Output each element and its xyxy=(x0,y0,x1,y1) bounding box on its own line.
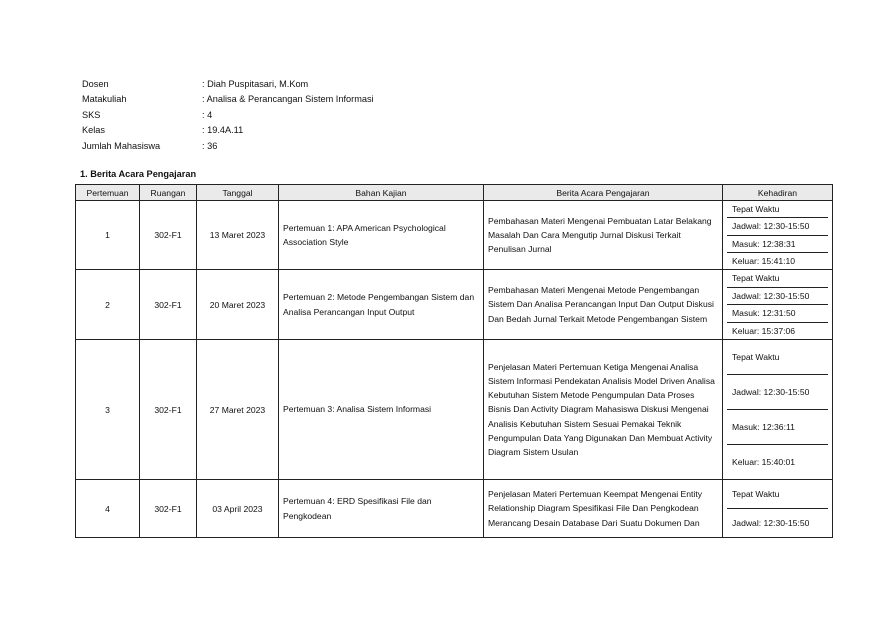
cell-tanggal: 13 Maret 2023 xyxy=(197,201,279,270)
cell-tanggal: 03 April 2023 xyxy=(197,480,279,538)
header-ruangan: Ruangan xyxy=(140,185,197,201)
cell-bahan-kajian: Pertemuan 4: ERD Spesifikasi File dan Pengkodean xyxy=(279,480,484,538)
info-row-matakuliah xyxy=(82,92,374,107)
cell-pertemuan: 4 xyxy=(76,480,140,538)
cell-ruangan: 302-F1 xyxy=(140,270,197,340)
kehadiran-status: Tepat Waktu xyxy=(727,201,828,218)
cell-berita-acara: Pembahasan Materi Mengenai Metode Pengembangan Sistem Dan Analisa Perancangan Input Dan Output Diskusi Dan Bedah Jurnal Terkait Metode Pengembangan Sistem xyxy=(484,270,723,340)
cell-bahan-kajian: Pertemuan 3: Analisa Sistem Informasi xyxy=(279,340,484,480)
cell-berita-acara: Pembahasan Materi Mengenai Pembuatan Latar Belakang Masalah Dan Cara Mengutip Jurnal Diskusi Terkait Penulisan Jurnal xyxy=(484,201,723,270)
info-row-kelas xyxy=(82,123,374,138)
cell-kehadiran xyxy=(723,201,833,270)
section-title: 1. Berita Acara Pengajaran xyxy=(80,169,197,179)
header-bahan-kajian: Bahan Kajian xyxy=(279,185,484,201)
cell-pertemuan: 1 xyxy=(76,201,140,270)
kehadiran-keluar: Keluar: 15:40:01 xyxy=(732,457,796,467)
cell-kehadiran xyxy=(723,270,833,340)
header-kehadiran: Kehadiran xyxy=(723,185,833,201)
kehadiran-masuk: Masuk: 12:38:31 xyxy=(727,236,828,253)
cell-kehadiran xyxy=(723,340,833,480)
cell-ruangan: 302-F1 xyxy=(140,201,197,270)
info-row-dosen xyxy=(82,77,374,92)
kehadiran-jadwal: Jadwal: 12:30-15:50 xyxy=(732,518,810,528)
cell-ruangan: 302-F1 xyxy=(140,480,197,538)
kehadiran-status: Tepat Waktu xyxy=(727,270,828,288)
cell-tanggal: 20 Maret 2023 xyxy=(197,270,279,340)
table-row xyxy=(76,480,833,538)
info-value: : 19.4A.11 xyxy=(202,125,244,136)
info-label: Dosen xyxy=(82,79,109,89)
cell-bahan-kajian: Pertemuan 2: Metode Pengembangan Sistem dan Analisa Perancangan Input Output xyxy=(279,270,484,340)
info-label: Matakuliah xyxy=(82,94,127,105)
info-label: Jumlah Mahasiswa xyxy=(82,140,161,151)
kehadiran-jadwal: Jadwal: 12:30-15:50 xyxy=(727,218,828,235)
cell-pertemuan: 2 xyxy=(76,270,140,340)
cell-berita-acara: Penjelasan Materi Pertemuan Keempat Mengenai Entity Relationship Diagram Spesifikasi File Dan Pengkodean Merancang Desain Database Dari Suatu Dokumen Dan xyxy=(484,480,723,538)
table-row xyxy=(76,270,833,340)
lecture-info xyxy=(82,77,374,154)
table-row xyxy=(76,340,833,480)
info-row-sks xyxy=(82,108,374,123)
cell-pertemuan: 3 xyxy=(76,340,140,480)
kehadiran-masuk: Masuk: 12:36:11 xyxy=(727,410,828,445)
table-header-row xyxy=(76,185,833,201)
cell-tanggal: 27 Maret 2023 xyxy=(197,340,279,480)
info-value: : 4 xyxy=(202,109,213,120)
kehadiran-jadwal: Jadwal: 12:30-15:50 xyxy=(727,375,828,410)
kehadiran-masuk: Masuk: 12:31:50 xyxy=(727,305,828,323)
header-berita-acara: Berita Acara Pengajaran xyxy=(484,185,723,201)
cell-kehadiran xyxy=(723,480,833,538)
kehadiran-status: Tepat Waktu xyxy=(727,340,828,375)
info-label: Kelas xyxy=(82,125,105,136)
teaching-record-table xyxy=(75,184,833,538)
info-row-jumlah-mahasiswa xyxy=(82,139,374,154)
kehadiran-keluar: Keluar: 15:41:10 xyxy=(732,255,796,266)
cell-bahan-kajian: Pertemuan 1: APA American Psychological Association Style xyxy=(279,201,484,270)
table-row xyxy=(76,201,833,270)
header-pertemuan: Pertemuan xyxy=(76,185,140,201)
kehadiran-jadwal: Jadwal: 12:30-15:50 xyxy=(727,288,828,306)
info-label: SKS xyxy=(82,109,101,120)
info-value: : Analisa & Perancangan Sistem Informasi xyxy=(202,94,374,105)
info-value: : Diah Puspitasari, M.Kom xyxy=(202,79,309,89)
info-value: : 36 xyxy=(202,140,218,151)
header-tanggal: Tanggal xyxy=(197,185,279,201)
kehadiran-status: Tepat Waktu xyxy=(727,480,828,509)
cell-ruangan: 302-F1 xyxy=(140,340,197,480)
kehadiran-keluar: Keluar: 15:37:06 xyxy=(732,325,796,336)
cell-berita-acara: Penjelasan Materi Pertemuan Ketiga Mengenai Analisa Sistem Informasi Pendekatan Analisis Model Driven Analisa Kebutuhan Sistem Metode Pengumpulan Data Proses Bisnis Dan Activity Diagram Mahasiswa Diskusi Mengenai Analisis Kebutuhan Sistem Sesuai Pemakai Teknik Pengumpulan Data Yang Digunakan Dan Membuat Activity Diagram Sistem Usulan xyxy=(484,340,723,480)
